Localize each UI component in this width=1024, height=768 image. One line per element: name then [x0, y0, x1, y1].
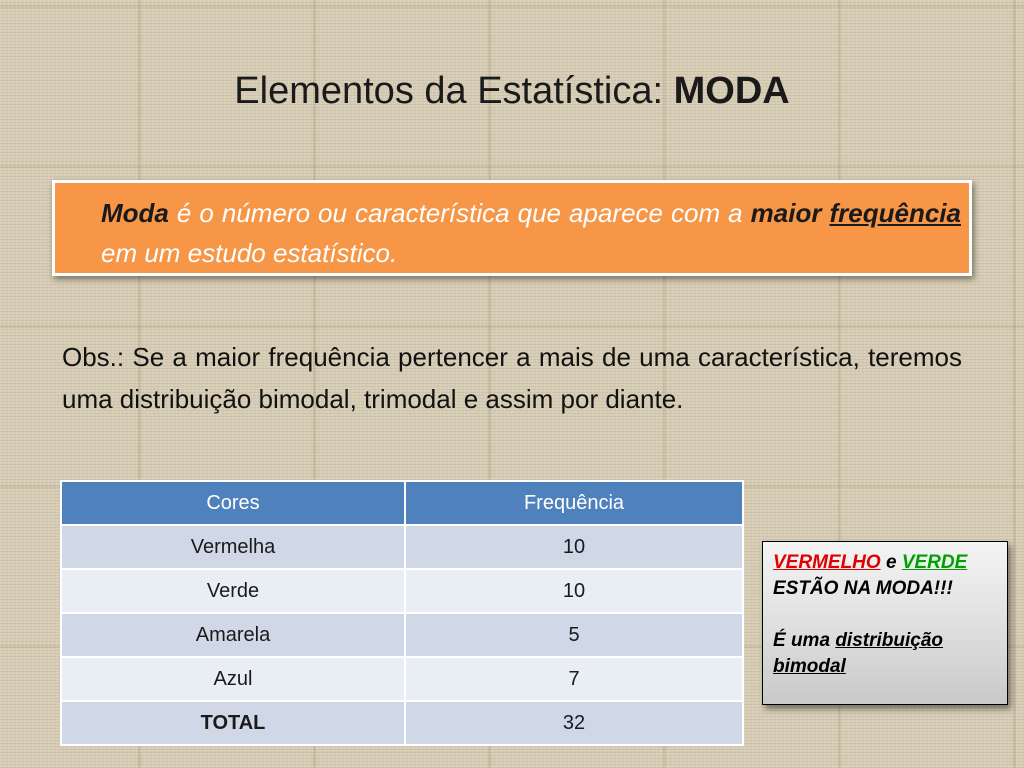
table-row [61, 657, 743, 701]
definition-highlight-maior: maior [750, 198, 822, 228]
definition-text [101, 193, 961, 273]
cell-cor: Amarela [61, 613, 405, 657]
note-red-word: VERMELHO [773, 552, 881, 573]
table-row [61, 613, 743, 657]
cell-total-value: 32 [405, 701, 743, 745]
note-line-1 [773, 550, 997, 576]
cell-freq: 7 [405, 657, 743, 701]
note-line-3-prefix: É uma [773, 630, 836, 651]
header-frequencia: Frequência [405, 481, 743, 525]
definition-text-part-1: é o número ou característica que aparece com a [168, 198, 751, 228]
cell-freq: 10 [405, 569, 743, 613]
definition-term: Moda [101, 198, 169, 228]
cell-freq: 5 [405, 613, 743, 657]
note-conjunction: e [880, 552, 902, 573]
cell-cor: Verde [61, 569, 405, 613]
table-header-row [61, 481, 743, 525]
note-spacer [773, 602, 997, 628]
observation-paragraph: Obs.: Se a maior frequência pertencer a mais de uma característica, teremos uma distribuição bimodal, trimodal e assim por diante. [62, 342, 962, 414]
slide-title-emphasis: MODA [673, 70, 790, 112]
frequency-table [60, 480, 744, 746]
cell-freq: 10 [405, 525, 743, 569]
mode-note-box [762, 541, 1008, 705]
note-line-3 [773, 628, 997, 654]
definition-highlight-frequencia: frequência [829, 198, 961, 228]
slide-title [0, 70, 1024, 113]
slide-title-prefix: Elementos da Estatística: [234, 70, 674, 112]
cell-total-label: TOTAL [61, 701, 405, 745]
note-line-4 [773, 654, 997, 680]
header-cores: Cores [61, 481, 405, 525]
table-row [61, 525, 743, 569]
table-row-total [61, 701, 743, 745]
note-green-word: VERDE [901, 552, 968, 573]
definition-box [52, 180, 972, 276]
cell-cor: Azul [61, 657, 405, 701]
note-bimodal: bimodal [773, 656, 846, 677]
note-distribuicao: distribuição [835, 630, 943, 651]
note-line-2: ESTÃO NA MODA!!! [773, 578, 953, 599]
table-row [61, 569, 743, 613]
cell-cor: Vermelha [61, 525, 405, 569]
definition-text-part-2: em um estudo estatístico. [101, 238, 398, 268]
